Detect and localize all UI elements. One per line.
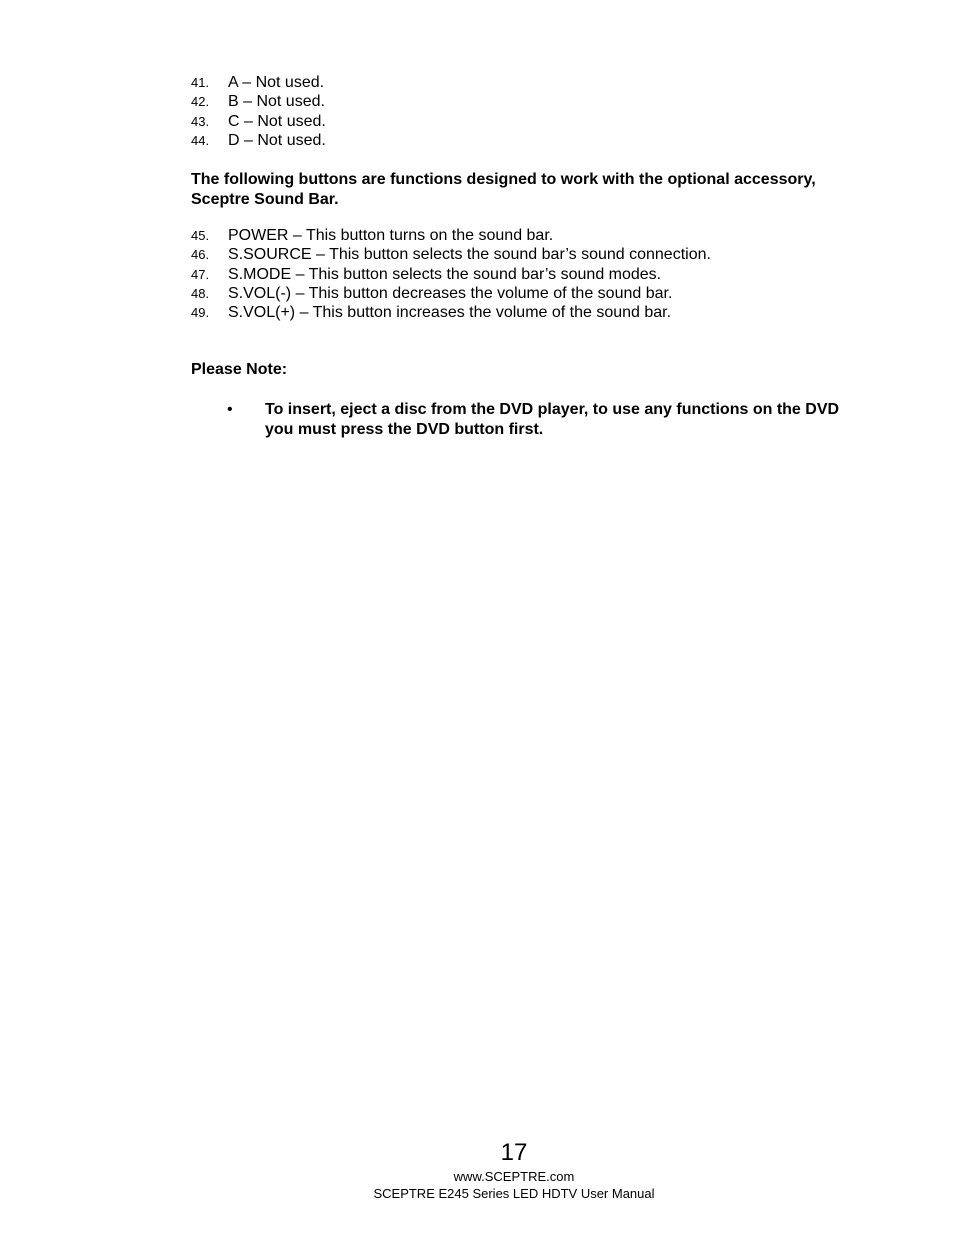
list-item-number: 46. (191, 247, 210, 263)
list-item (191, 284, 711, 303)
please-note-heading: Please Note: (191, 361, 288, 378)
note-bullet-list (191, 400, 841, 439)
list-item (191, 245, 711, 264)
list-item-text: S.VOL(+) – This button increases the volume of the sound bar. (228, 304, 672, 322)
list-item-text: POWER – This button turns on the sound bar. (228, 227, 554, 244)
list-item-text: S.SOURCE – This button selects the sound bar’s sound connection. (228, 246, 711, 264)
list-item-number: 45. (191, 228, 210, 243)
remote-buttons-list-a-d (191, 73, 326, 150)
list-item (191, 303, 711, 322)
list-item-number: 48. (191, 285, 210, 301)
list-item-text: D – Not used. (228, 131, 326, 149)
list-item (191, 226, 711, 245)
list-item-number: 44. (191, 132, 210, 148)
list-item-number: 41. (191, 75, 210, 90)
list-item (191, 92, 326, 111)
bullet-icon: • (227, 401, 233, 418)
page-number: 17 (500, 1139, 528, 1166)
list-item (191, 400, 841, 439)
list-item-number: 42. (191, 94, 210, 110)
list-item (191, 265, 711, 284)
list-item-text: S.MODE – This button selects the sound bar’s sound modes. (228, 265, 662, 283)
list-item-text: B – Not used. (228, 93, 325, 111)
list-item-text: A – Not used. (228, 74, 325, 91)
sound-bar-intro-paragraph: The following buttons are functions designed to work with the optional accessory, Sceptre Sound Bar. (191, 171, 816, 208)
list-item-number: 43. (191, 113, 210, 129)
list-item (191, 131, 326, 150)
page-footer (334, 1138, 694, 1202)
list-item-text: S.VOL(-) – This button decreases the volume of the sound bar. (228, 284, 673, 302)
footer-manual-title: SCEPTRE E245 Series LED HDTV User Manual (373, 1186, 655, 1201)
list-item (191, 112, 326, 131)
sound-bar-buttons-list (191, 226, 711, 322)
note-bullet-text: To insert, eject a disc from the DVD player, to use any functions on the DVD you must press the DVD button first. (265, 401, 840, 438)
footer-url: www.SCEPTRE.com (453, 1169, 575, 1184)
list-item-number: 47. (191, 266, 210, 282)
list-item-number: 49. (191, 305, 210, 321)
list-item-text: C – Not used. (228, 112, 326, 130)
list-item (191, 73, 326, 92)
